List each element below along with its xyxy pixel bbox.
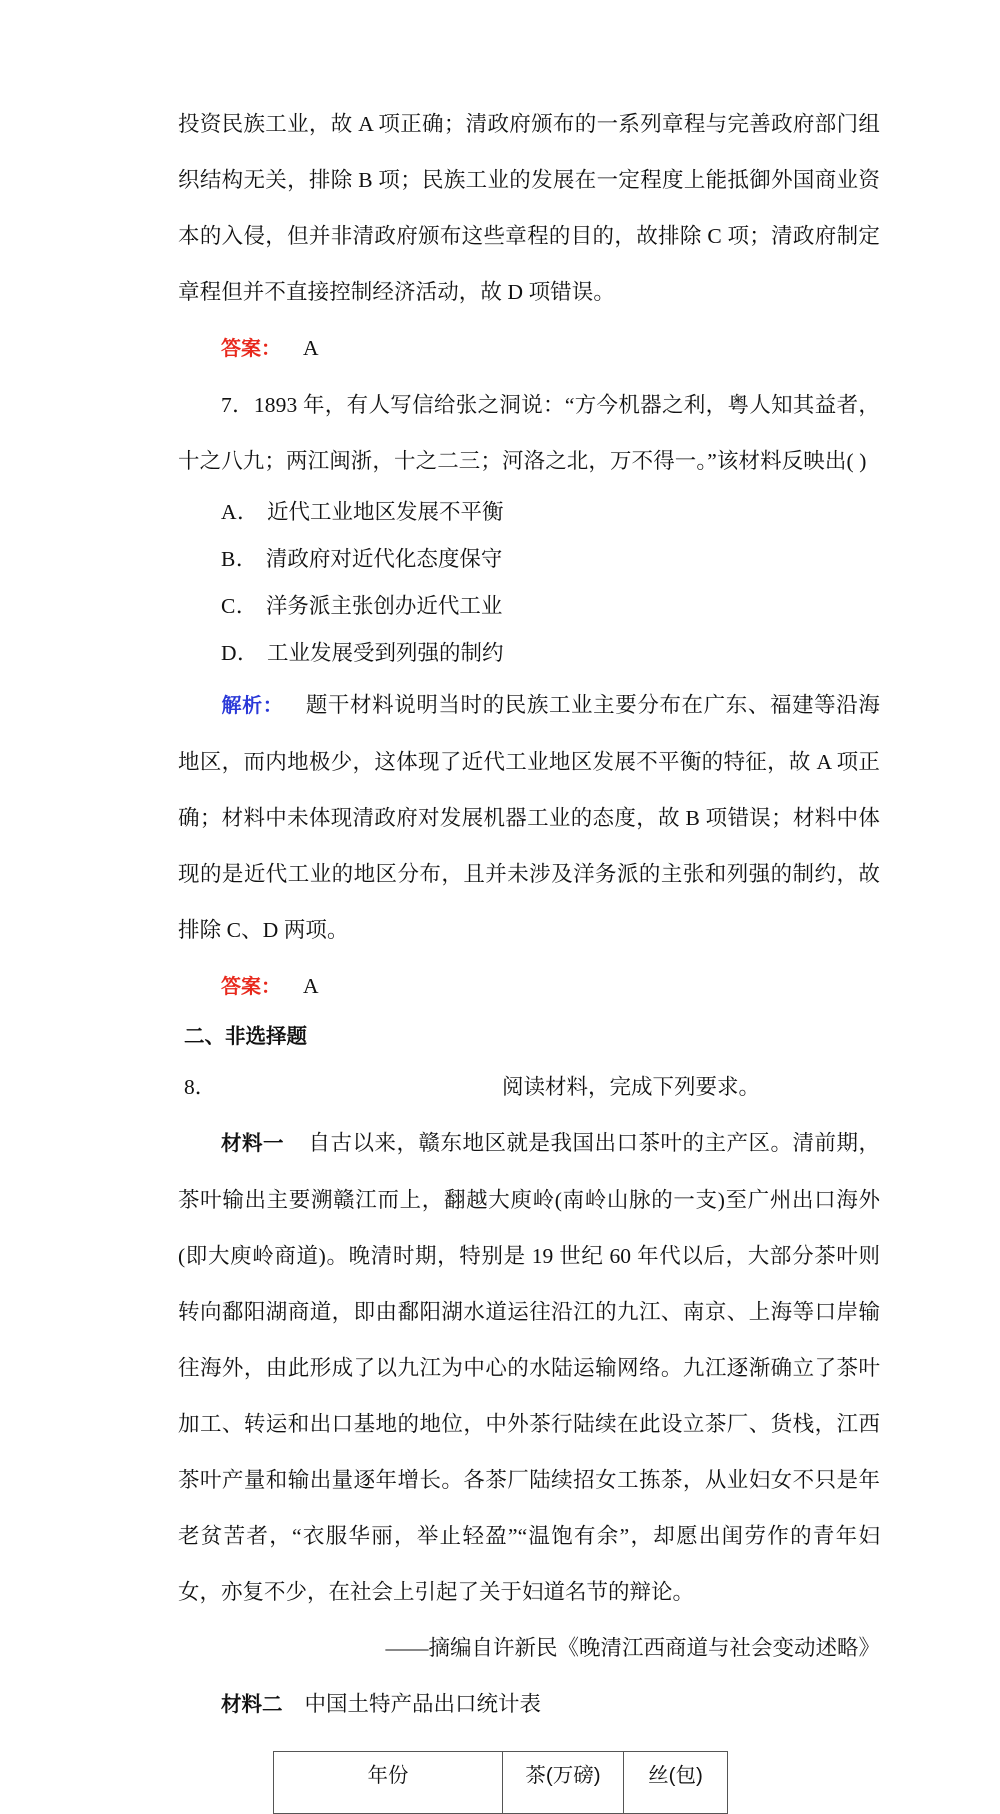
material-two-title: 中国土特产品出口统计表 [304,1692,542,1716]
answer-value: A [303,336,319,360]
question-7-option-d[interactable] [178,630,880,677]
statistics-table-wrapper [178,1751,880,1814]
option-mark-a: A． [221,500,260,524]
table-header-year: 年份 [274,1752,503,1814]
q6-explanation-tail: 投资民族工业，故 A 项正确；清政府颁布的一系列章程与完善政府部门组织结构无关，排除 B 项；民族工业的发展在一定程度上能抵御外国商业资本的入侵，但并非清政府颁布这些章程的目的，故排除 C 项；清政府制定章程但并不直接控制经济活动，故 D 项错误。 [178,112,880,304]
question-8-prompt: 阅读材料，完成下列要求。 [502,1075,761,1099]
analysis-text: 题干材料说明当时的民族工业主要分布在广东、福建等沿海地区，而内地极少，这体现了近代工业地区发展不平衡的特征，故 A 项正确；材料中未体现清政府对发展机器工业的态度，故 B 项错误；材料中体现的是近代工业的地区分布，且并未涉及洋务派的主张和列强的制约，故排除 C、D 两项。 [178,693,880,942]
material-two-label: 材料二 [221,1693,283,1716]
option-text-d: 工业发展受到列强的制约 [267,641,504,665]
question-7-option-c[interactable] [178,583,880,630]
question-8-line [178,1059,880,1115]
answer-value-q7: A [303,974,319,998]
question-7-stem: 7．1893 年，有人写信给张之洞说：“方今机器之利，粤人知其益者，十之八九；两江闽浙，十之二三；河洛之北，万不得一。”该材料反映出( ) [178,393,880,473]
table-header-silk: 丝(包) [624,1752,728,1814]
table-header-row [274,1752,728,1814]
material-two-heading [178,1676,880,1733]
option-mark-b: B． [221,547,258,571]
option-text-a: 近代工业地区发展不平衡 [267,500,504,524]
option-mark-c: C． [221,594,258,618]
material-one-text: 自古以来，赣东地区就是我国出口茶叶的主产区。清前期，茶叶输出主要溯赣江而上，翻越大庾岭(南岭山脉的一支)至广州出口海外(即大庾岭商道)。晚清时期，特别是 19 世纪 60 年代以后，大部分茶叶则转向鄱阳湖商道，即由鄱阳湖水道运往沿江的九江、南京、上海等口岸输往海外，由此形成了以九江为中心的水陆运输网络。九江逐渐确立了茶叶加工、转运和出口基地的地位，中外茶行陆续在此设立茶厂、货栈，江西茶叶产量和输出量逐年增长。各茶厂陆续招女工拣茶，从业妇女不只是年老贫苦者，“衣服华丽，举止轻盈”“温饱有余”，却愿出闺劳作的青年妇女，亦复不少，在社会上引起了关于妇道名节的辩论。 [178,1131,880,1604]
material-one [178,1115,880,1620]
section-two-heading: 二、非选择题 [184,1025,307,1048]
question-7-analysis [178,677,880,958]
answer-label-q7: 答案： [221,976,281,998]
question-7-answer-row [178,958,880,1015]
answer-label: 答案： [221,338,281,360]
q6-answer-row [178,320,880,377]
material-one-source: ——摘编自许新民《晚清江西商道与社会变动述略》 [385,1636,880,1660]
option-mark-d: D． [221,641,260,665]
question-7-option-a[interactable] [178,489,880,536]
option-text-c: 洋务派主张创办近代工业 [265,594,503,618]
question-7-option-b[interactable] [178,536,880,583]
option-text-b: 清政府对近代化态度保守 [265,547,503,571]
question-8-number: 8． [184,1075,217,1099]
material-one-label: 材料一 [221,1132,284,1155]
analysis-label: 解析： [221,695,284,717]
table-header-tea: 茶(万磅) [503,1752,624,1814]
export-statistics-table [273,1751,728,1814]
